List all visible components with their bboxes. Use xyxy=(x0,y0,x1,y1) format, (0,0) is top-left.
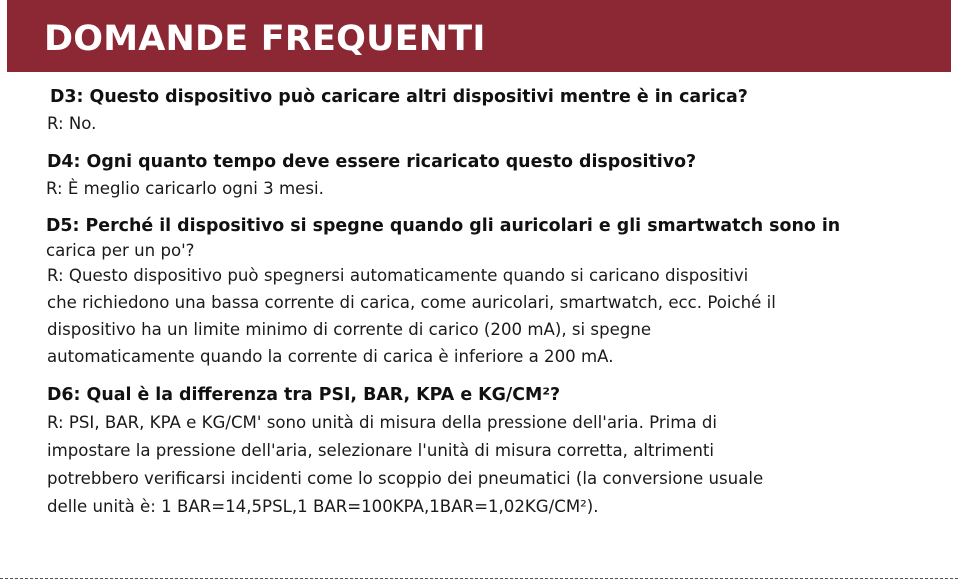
faq-question-d3: D3: Questo dispositivo può caricare altri dispositivi mentre è in carica? xyxy=(50,87,748,107)
faq-question-d5-line1: D5: Perché il dispositivo si spegne quando gli auricolari e gli smartwatch sono in xyxy=(46,216,841,236)
faq-answer-d3: R: No. xyxy=(47,114,97,133)
faq-question-d5-line2: carica per un po'? xyxy=(46,241,195,260)
faq-question-d4: D4: Ogni quanto tempo deve essere ricaricato questo dispositivo? xyxy=(47,152,697,172)
bottom-divider xyxy=(0,578,958,579)
faq-answer-d6-line4: delle unità è: 1 BAR=14,5PSL,1 BAR=100KPA,1BAR=1,02KG/CM²). xyxy=(47,497,599,516)
page-title: DOMANDE FREQUENTI xyxy=(44,19,486,59)
faq-answer-d6-line3: potrebbero verificarsi incidenti come lo scoppio dei pneumatici (la conversione usuale xyxy=(47,469,764,488)
faq-question-d6: D6: Qual è la differenza tra PSI, BAR, KPA e KG/CM²? xyxy=(47,385,561,405)
faq-answer-d5-line2: che richiedono una bassa corrente di carica, come auricolari, smartwatch, ecc. Poiché il xyxy=(47,293,776,312)
faq-answer-d6-line2: impostare la pressione dell'aria, selezionare l'unità di misura corretta, altrimenti xyxy=(47,441,714,460)
faq-answer-d5-line1: R: Questo dispositivo può spegnersi automaticamente quando si caricano dispositivi xyxy=(47,266,749,285)
faq-answer-d4: R: È meglio caricarlo ogni 3 mesi. xyxy=(46,179,324,198)
faq-answer-d5-line4: automaticamente quando la corrente di carica è inferiore a 200 mA. xyxy=(47,347,614,366)
faq-answer-d6-line1: R: PSI, BAR, KPA e KG/CM' sono unità di misura della pressione dell'aria. Prima di xyxy=(47,413,718,432)
faq-answer-d5-line3: dispositivo ha un limite minimo di corrente di carico (200 mA), si spegne xyxy=(47,320,652,339)
